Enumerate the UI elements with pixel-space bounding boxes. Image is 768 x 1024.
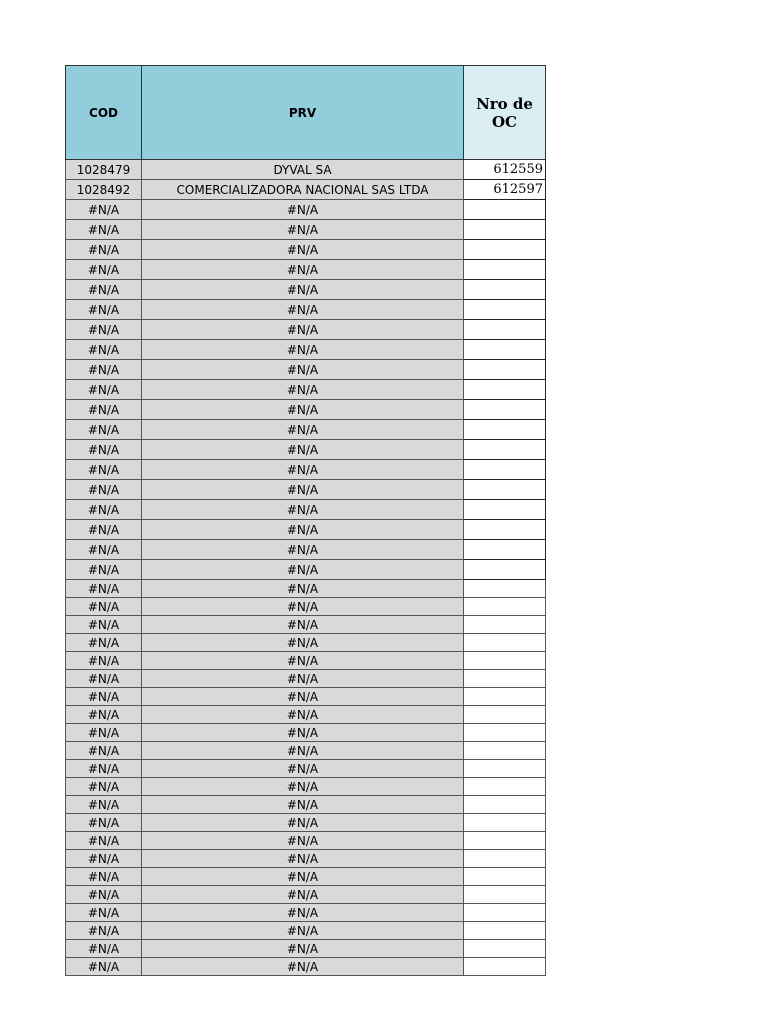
cell-prv[interactable]: #N/A [142, 868, 464, 886]
cell-nro-de-oc[interactable] [464, 460, 546, 480]
table-row [66, 814, 546, 832]
cell-cod[interactable]: #N/A [66, 580, 142, 598]
cell-cod[interactable]: #N/A [66, 904, 142, 922]
cell-prv[interactable]: #N/A [142, 598, 464, 616]
cell-prv[interactable]: COMERCIALIZADORA NACIONAL SAS LTDA [142, 180, 464, 200]
table-row [66, 420, 546, 440]
spreadsheet-table [65, 65, 546, 976]
cell-prv[interactable]: #N/A [142, 616, 464, 634]
header-cod[interactable]: COD [66, 66, 142, 160]
cell-prv[interactable]: #N/A [142, 400, 464, 420]
cell-cod[interactable]: #N/A [66, 760, 142, 778]
cell-cod[interactable]: #N/A [66, 940, 142, 958]
cell-cod[interactable]: #N/A [66, 796, 142, 814]
cell-nro-de-oc[interactable] [464, 220, 546, 240]
cell-cod[interactable]: #N/A [66, 440, 142, 460]
cell-cod[interactable]: 1028492 [66, 180, 142, 200]
cell-cod[interactable]: #N/A [66, 688, 142, 706]
cell-cod[interactable]: 1028479 [66, 160, 142, 180]
table-row [66, 220, 546, 240]
table-row [66, 460, 546, 480]
header-nro-de-oc[interactable]: Nro de OC [464, 66, 546, 160]
cell-cod[interactable]: #N/A [66, 886, 142, 904]
cell-cod[interactable]: #N/A [66, 958, 142, 976]
cell-nro-de-oc[interactable] [464, 940, 546, 958]
table-row [66, 904, 546, 922]
cell-cod[interactable]: #N/A [66, 480, 142, 500]
cell-cod[interactable]: #N/A [66, 706, 142, 724]
cell-nro-de-oc[interactable] [464, 634, 546, 652]
cell-nro-de-oc[interactable] [464, 904, 546, 922]
cell-prv[interactable]: #N/A [142, 796, 464, 814]
cell-cod[interactable]: #N/A [66, 598, 142, 616]
cell-nro-de-oc[interactable] [464, 260, 546, 280]
cell-nro-de-oc[interactable] [464, 440, 546, 460]
cell-prv[interactable]: #N/A [142, 540, 464, 560]
table-row [66, 868, 546, 886]
cell-cod[interactable]: #N/A [66, 320, 142, 340]
table-row [66, 180, 546, 200]
cell-prv[interactable]: #N/A [142, 360, 464, 380]
cell-nro-de-oc[interactable] [464, 320, 546, 340]
cell-cod[interactable]: #N/A [66, 616, 142, 634]
table-row [66, 742, 546, 760]
table-row [66, 260, 546, 280]
table-row [66, 340, 546, 360]
cell-nro-de-oc[interactable] [464, 500, 546, 520]
cell-cod[interactable]: #N/A [66, 380, 142, 400]
cell-nro-de-oc[interactable] [464, 300, 546, 320]
cell-prv[interactable]: #N/A [142, 560, 464, 580]
cell-cod[interactable]: #N/A [66, 340, 142, 360]
table-row [66, 520, 546, 540]
cell-nro-de-oc[interactable] [464, 360, 546, 380]
table-row [66, 440, 546, 460]
cell-nro-de-oc[interactable] [464, 598, 546, 616]
table-row [66, 958, 546, 976]
cell-cod[interactable]: #N/A [66, 922, 142, 940]
cell-cod[interactable]: #N/A [66, 850, 142, 868]
table-row [66, 300, 546, 320]
cell-cod[interactable]: #N/A [66, 260, 142, 280]
table-row [66, 778, 546, 796]
cell-nro-de-oc[interactable] [464, 420, 546, 440]
cell-cod[interactable]: #N/A [66, 240, 142, 260]
cell-nro-de-oc[interactable] [464, 560, 546, 580]
cell-prv[interactable]: #N/A [142, 280, 464, 300]
cell-nro-de-oc[interactable] [464, 480, 546, 500]
cell-prv[interactable]: #N/A [142, 832, 464, 850]
cell-prv[interactable]: #N/A [142, 706, 464, 724]
cell-prv[interactable]: #N/A [142, 850, 464, 868]
cell-nro-de-oc[interactable] [464, 280, 546, 300]
table-row [66, 598, 546, 616]
cell-cod[interactable]: #N/A [66, 220, 142, 240]
table-row [66, 922, 546, 940]
table-row [66, 540, 546, 560]
cell-cod[interactable]: #N/A [66, 652, 142, 670]
cell-nro-de-oc[interactable] [464, 380, 546, 400]
cell-cod[interactable]: #N/A [66, 200, 142, 220]
cell-nro-de-oc[interactable] [464, 200, 546, 220]
cell-nro-de-oc[interactable] [464, 340, 546, 360]
table-row [66, 480, 546, 500]
cell-cod[interactable]: #N/A [66, 500, 142, 520]
cell-cod[interactable]: #N/A [66, 560, 142, 580]
header-row [66, 66, 546, 160]
cell-nro-de-oc[interactable] [464, 652, 546, 670]
cell-prv[interactable]: #N/A [142, 320, 464, 340]
table-row [66, 500, 546, 520]
table-row [66, 280, 546, 300]
cell-prv[interactable]: #N/A [142, 886, 464, 904]
cell-nro-de-oc[interactable] [464, 760, 546, 778]
cell-prv[interactable]: #N/A [142, 220, 464, 240]
cell-prv[interactable]: #N/A [142, 340, 464, 360]
table-row [66, 200, 546, 220]
cell-cod[interactable]: #N/A [66, 868, 142, 886]
table-row [66, 580, 546, 598]
cell-cod[interactable]: #N/A [66, 300, 142, 320]
table-row [66, 670, 546, 688]
table-row [66, 360, 546, 380]
cell-prv[interactable]: #N/A [142, 652, 464, 670]
cell-nro-de-oc[interactable] [464, 796, 546, 814]
cell-nro-de-oc[interactable] [464, 670, 546, 688]
cell-cod[interactable]: #N/A [66, 670, 142, 688]
table-row [66, 634, 546, 652]
table-row [66, 940, 546, 958]
cell-nro-de-oc[interactable] [464, 520, 546, 540]
cell-cod[interactable]: #N/A [66, 814, 142, 832]
cell-nro-de-oc[interactable] [464, 540, 546, 560]
table-body [66, 160, 546, 976]
table-row [66, 320, 546, 340]
table-row [66, 724, 546, 742]
cell-prv[interactable]: #N/A [142, 742, 464, 760]
cell-prv[interactable]: #N/A [142, 420, 464, 440]
cell-nro-de-oc[interactable] [464, 868, 546, 886]
cell-cod[interactable]: #N/A [66, 724, 142, 742]
header-prv[interactable]: PRV [142, 66, 464, 160]
table-row [66, 688, 546, 706]
cell-prv[interactable]: #N/A [142, 904, 464, 922]
cell-prv[interactable]: #N/A [142, 688, 464, 706]
cell-prv[interactable]: #N/A [142, 958, 464, 976]
cell-cod[interactable]: #N/A [66, 832, 142, 850]
cell-cod[interactable]: #N/A [66, 400, 142, 420]
table-row [66, 560, 546, 580]
cell-cod[interactable]: #N/A [66, 520, 142, 540]
cell-prv[interactable]: #N/A [142, 460, 464, 480]
cell-prv[interactable]: #N/A [142, 240, 464, 260]
cell-nro-de-oc[interactable] [464, 922, 546, 940]
cell-nro-de-oc[interactable] [464, 240, 546, 260]
cell-nro-de-oc[interactable] [464, 706, 546, 724]
cell-prv[interactable]: #N/A [142, 580, 464, 598]
cell-nro-de-oc[interactable] [464, 832, 546, 850]
cell-nro-de-oc[interactable]: 612559 [464, 160, 546, 180]
cell-prv[interactable]: #N/A [142, 520, 464, 540]
cell-nro-de-oc[interactable] [464, 814, 546, 832]
table-row [66, 760, 546, 778]
cell-cod[interactable]: #N/A [66, 742, 142, 760]
table-row [66, 796, 546, 814]
cell-nro-de-oc[interactable] [464, 724, 546, 742]
cell-prv[interactable]: #N/A [142, 380, 464, 400]
cell-prv[interactable]: #N/A [142, 778, 464, 796]
table-row [66, 850, 546, 868]
table-row [66, 616, 546, 634]
cell-prv[interactable]: #N/A [142, 634, 464, 652]
cell-nro-de-oc[interactable] [464, 616, 546, 634]
cell-prv[interactable]: #N/A [142, 480, 464, 500]
cell-prv[interactable]: #N/A [142, 300, 464, 320]
table-row [66, 400, 546, 420]
cell-prv[interactable]: #N/A [142, 260, 464, 280]
cell-nro-de-oc[interactable] [464, 580, 546, 598]
cell-nro-de-oc[interactable] [464, 400, 546, 420]
cell-prv[interactable]: #N/A [142, 922, 464, 940]
table-row [66, 706, 546, 724]
cell-prv[interactable]: #N/A [142, 724, 464, 742]
cell-nro-de-oc[interactable] [464, 886, 546, 904]
cell-cod[interactable]: #N/A [66, 778, 142, 796]
cell-prv[interactable]: #N/A [142, 670, 464, 688]
table-row [66, 652, 546, 670]
cell-cod[interactable]: #N/A [66, 634, 142, 652]
cell-prv[interactable]: #N/A [142, 500, 464, 520]
cell-nro-de-oc[interactable] [464, 742, 546, 760]
cell-prv[interactable]: #N/A [142, 814, 464, 832]
table-header [66, 66, 546, 160]
table-row [66, 832, 546, 850]
cell-cod[interactable]: #N/A [66, 540, 142, 560]
cell-cod[interactable]: #N/A [66, 360, 142, 380]
cell-nro-de-oc[interactable] [464, 958, 546, 976]
cell-prv[interactable]: #N/A [142, 760, 464, 778]
cell-cod[interactable]: #N/A [66, 280, 142, 300]
cell-nro-de-oc[interactable] [464, 688, 546, 706]
cell-nro-de-oc[interactable] [464, 850, 546, 868]
cell-cod[interactable]: #N/A [66, 460, 142, 480]
cell-cod[interactable]: #N/A [66, 420, 142, 440]
cell-prv[interactable]: DYVAL SA [142, 160, 464, 180]
table-row [66, 160, 546, 180]
table-row [66, 886, 546, 904]
cell-prv[interactable]: #N/A [142, 200, 464, 220]
cell-prv[interactable]: #N/A [142, 440, 464, 460]
table-row [66, 380, 546, 400]
cell-prv[interactable]: #N/A [142, 940, 464, 958]
cell-nro-de-oc[interactable]: 612597 [464, 180, 546, 200]
cell-nro-de-oc[interactable] [464, 778, 546, 796]
table-row [66, 240, 546, 260]
